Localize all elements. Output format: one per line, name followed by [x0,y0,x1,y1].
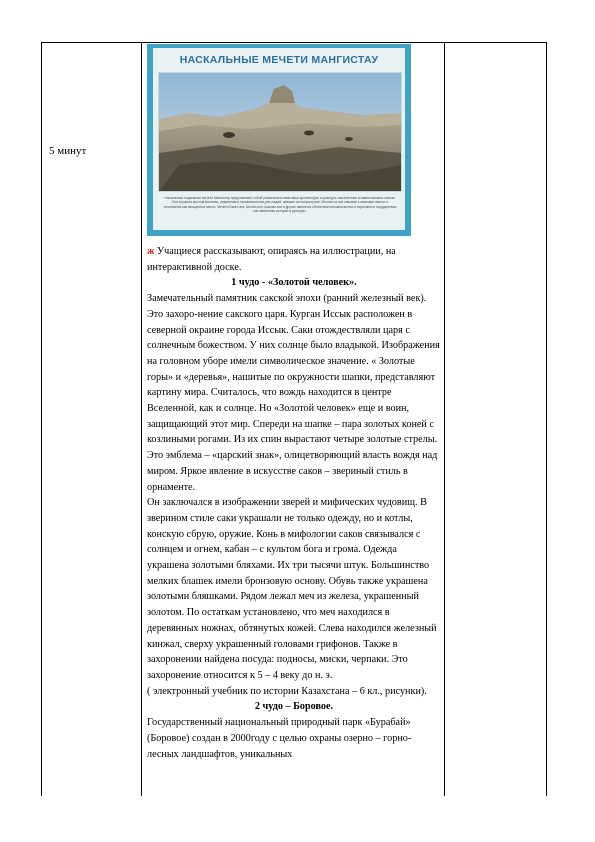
wonder1-paragraph-2: Он заключался в изображении зверей и мифических чудовищ. В зверином стиле саки украшали не только одежду, но и котлы, конскую сбрую, оружие. Конь в мифологии саков связывался с солнцем и огнем, кабан – с культом бога и грома. Одежда украшена золотыми бляхами. Их три тысячи штук. Большинство мелких блашек имели бронзовую основу. Обувь также украшена золотыми бляшками. Рядом лежал меч из железа, украшенный золотом. По остаткам установлено, что меч находился в деревянных ножнах, обтянутых кожей. Слева находился железный кинжал, сверху украшенный головами грифонов. Также в захоронении найдена посуда: подносы, миски, черпаки. Это захоронение относится к 5 – 4 веку до н. э. [147,497,437,681]
slide-panel [153,48,405,230]
reference-note: ( электронный учебник по истории Казахстана – 6 кл., рисунки). [147,685,427,697]
column-divider-notes [444,42,445,796]
intro-paragraph [147,244,441,275]
wonder1-paragraph-1: Замечательный памятник сакской эпохи (ранний железный век). Это захоро-нение сакского царя. Курган Иссык расположен в северной окраине города Иссык. Саки отождествляли царя с солнечным божеством. У них солнце было владыкой. Изображения на головном уборе имели символическое значение. « Золотые горы» и «деревья», нашитые по окружности шапки, представляют картину мира. Считалось, что вождь находится в центре Вселенной, как и солнце. Но «Золотой человек» еще и воин, защищающий этот мир. Спереди на шапке – пара золотых коней с козлиными рогами. Из их спин вырастают четыре золотые стрелы. Это эмблема – «царский знак», олицетворяющий власть вождя над миром. Яркое явление в искусстве саков – звериный стиль в орнаменте. [147,293,440,493]
slide-image [147,44,411,236]
column-divider-time [141,42,142,796]
marker: ж [147,246,155,257]
intro-text: Учащиеся рассказывают, опираясь на иллюстрации, на интерактивной доске. [147,246,396,273]
mosque-photo [158,72,402,192]
time-cell: 5 минут [49,145,87,157]
slide-caption: Наскальные подземные мечети Мангистау представляют собой уникальные памятники архитектуры и культуры, высеченные в известняковых скалах. Они служили местом молитвы, уединения и паломничества для людей, живших на полуострове. Многие из них связаны с именами святых и почитаются как священные места. Мечети Бекет-ата, Шопан-ата, Шакпак-ата и другие являются объектами паломничества и охраняются государством как памятники истории и культуры. [163,196,397,213]
wonder1-heading: 1 чудо - «Золотой человек». [231,277,357,289]
slide-title: НАСКАЛЬНЫЕ МЕЧЕТИ МАНГИСТАУ [179,54,379,66]
wonder2-heading: 2 чудо – Боровое. [254,701,334,713]
wonder2-paragraph: Государственный национальный природный парк «Бурабай» (Боровое) создан в 2000году с целью охраны озерно – горно-лесных ландшафтов, уникальных [147,717,412,760]
lesson-content [147,244,441,762]
